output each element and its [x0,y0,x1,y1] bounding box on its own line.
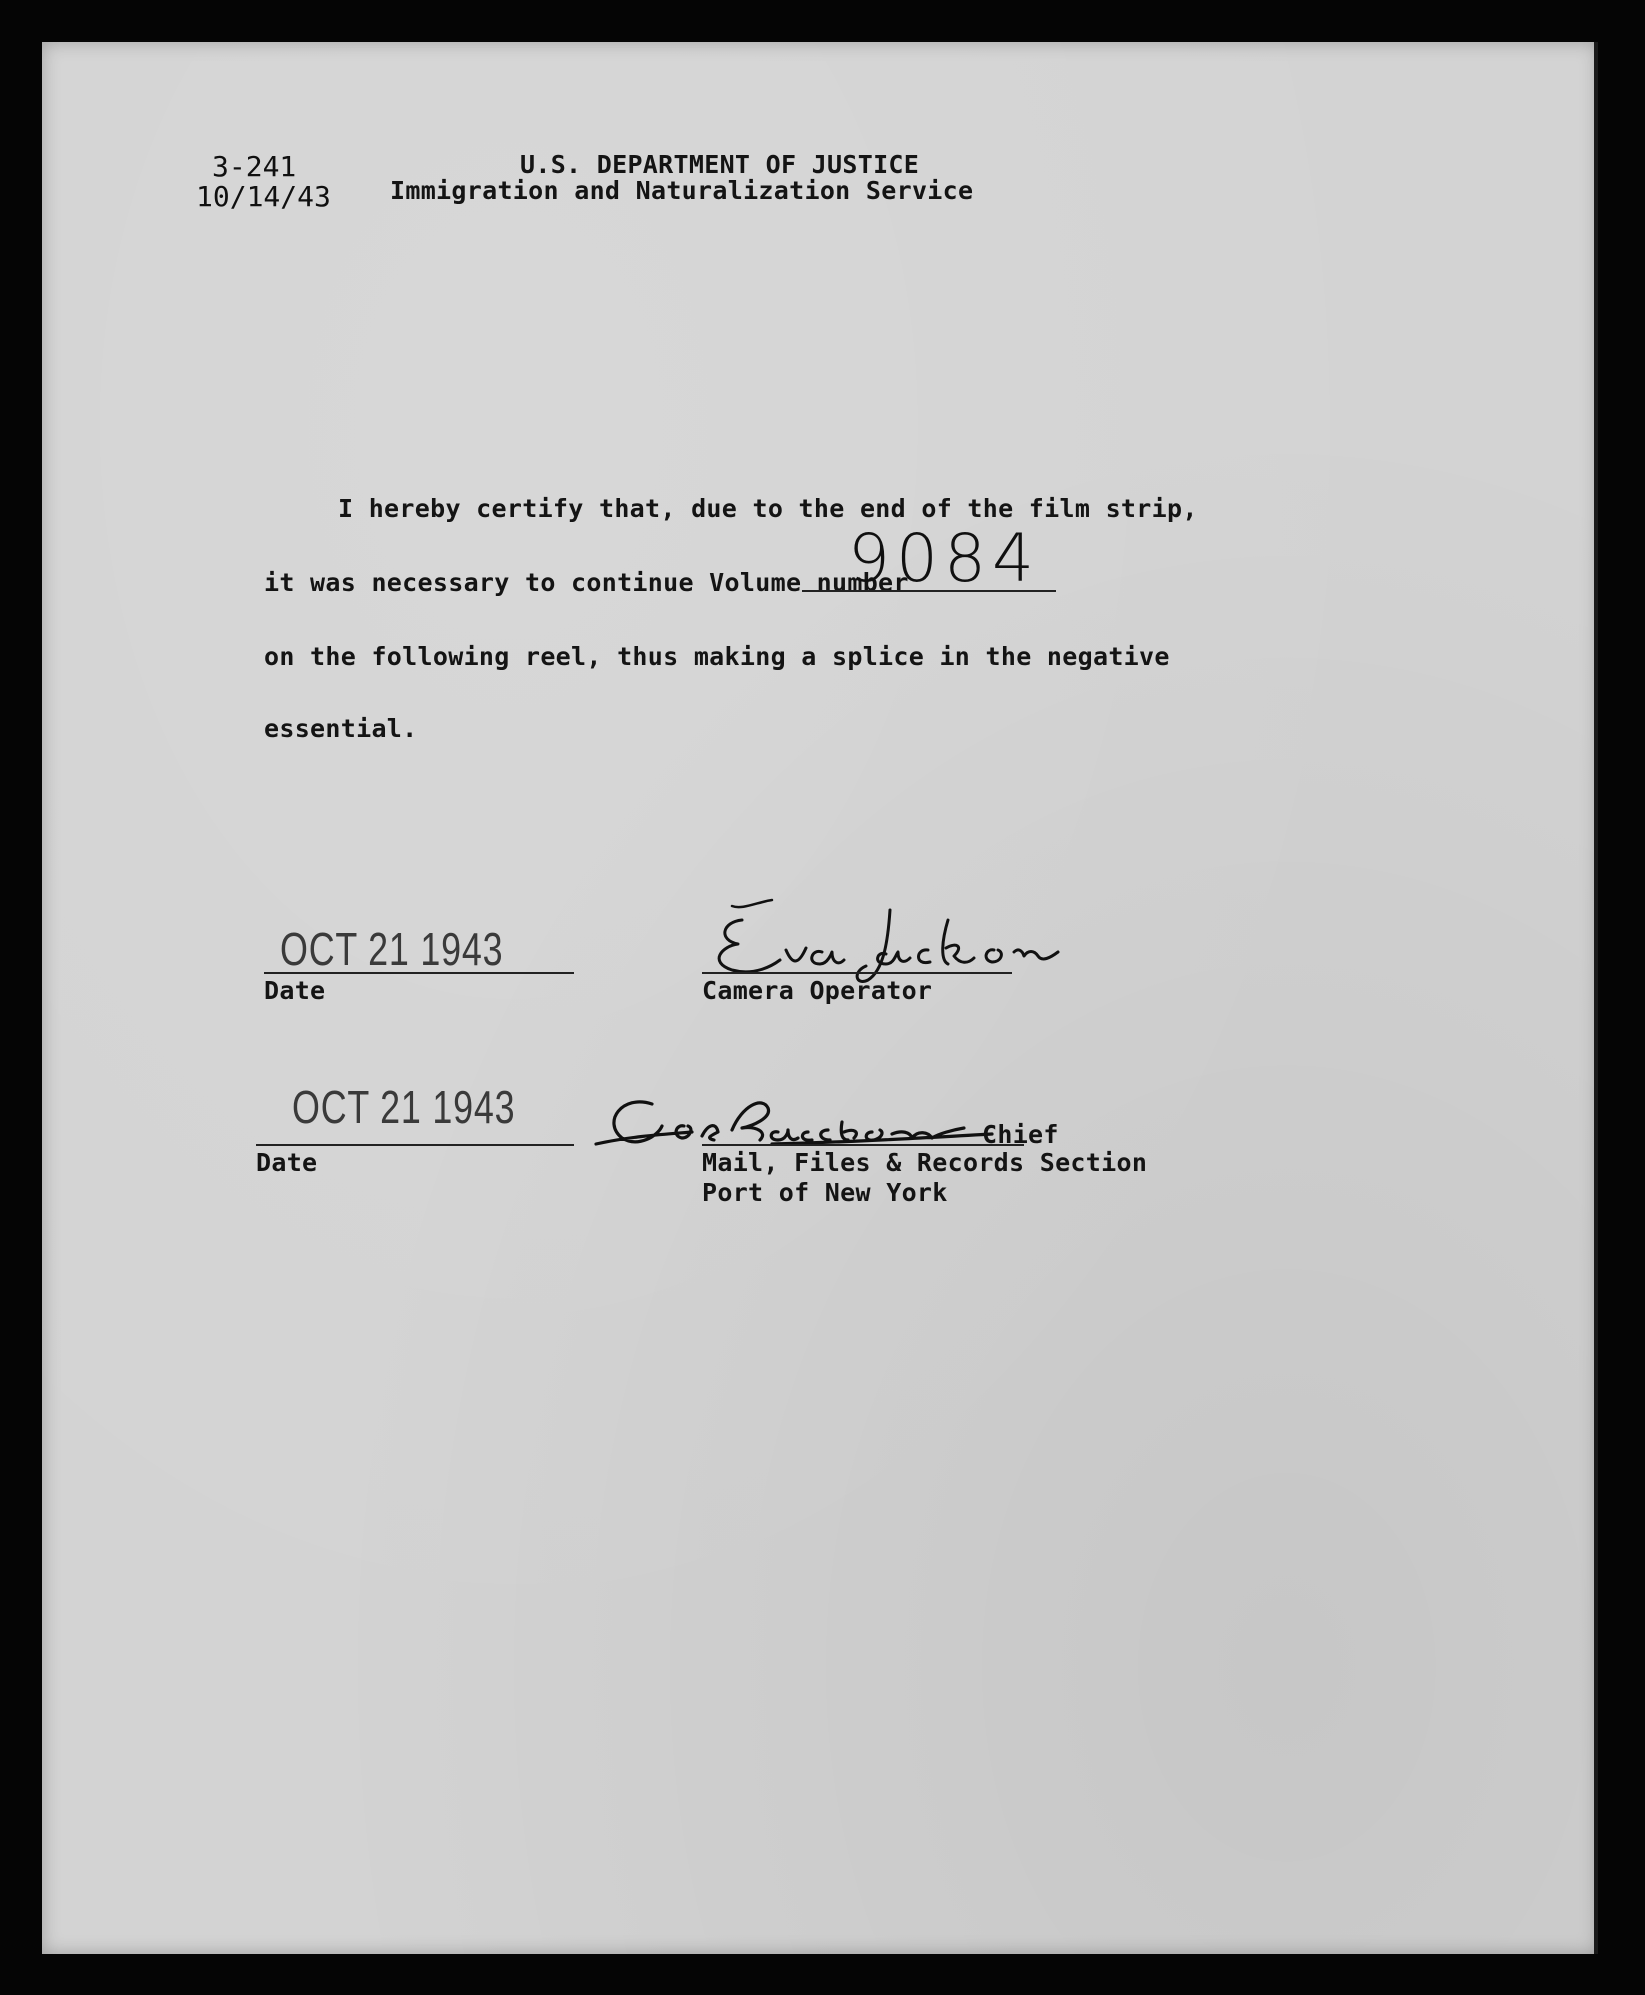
form-number: 3-241 [212,150,297,183]
date-label-1: Date [264,976,326,1005]
date-line-1 [264,972,574,974]
date-stamp-1: OCT 21 1943 [280,923,504,975]
volume-number: 9084 [848,520,1040,597]
chief-line [702,1144,1024,1146]
camera-operator-title: Camera Operator [702,976,933,1005]
page-edge [1594,42,1598,1954]
date-label-2: Date [256,1148,318,1177]
form-date: 10/14/43 [196,180,331,213]
service-heading: Immigration and Naturalization Service [390,176,974,205]
chief-title: Chief [982,1120,1059,1149]
certificate-line-2: it was necessary to continue Volume number [264,568,909,597]
chief-port: Port of New York [702,1178,948,1207]
document-page [42,42,1598,1954]
date-line-2 [256,1144,574,1146]
certificate-line-4: essential. [264,714,418,743]
certificate-line-1: I hereby certify that, due to the end of the film strip, [338,494,1198,523]
certificate-line-3: on the following reel, thus making a splice in the negative [264,642,1170,671]
date-stamp-2: OCT 21 1943 [292,1081,516,1133]
chief-section: Mail, Files & Records Section [702,1148,1148,1177]
department-heading: U.S. DEPARTMENT OF JUSTICE [520,150,920,179]
camera-operator-line [702,972,1012,974]
